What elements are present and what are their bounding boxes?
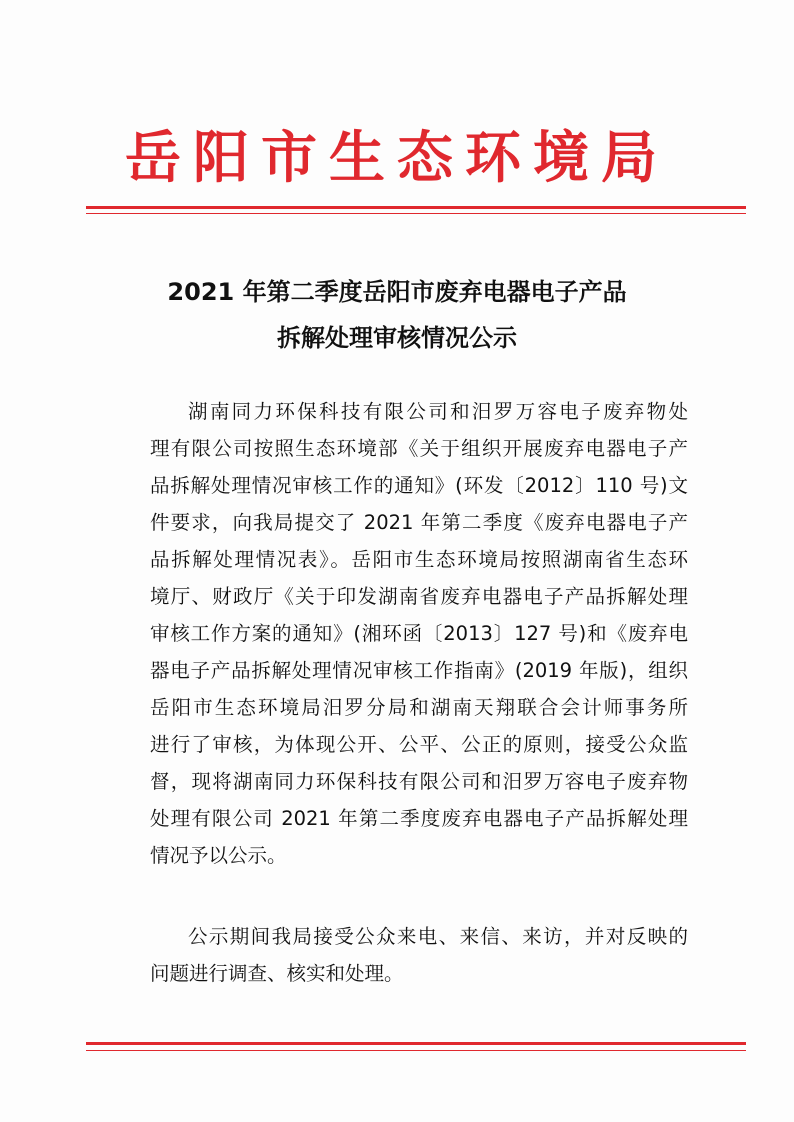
body-line: 问题进行调查、核实和处理。	[150, 962, 404, 985]
body-line: 件要求，向我局提交了 2021 年第二季度《废弃电器电子产	[150, 511, 688, 534]
body-line: 督，现将湖南同力环保科技有限公司和汨罗万容电子废弃物	[150, 770, 688, 793]
header-rule-thin	[86, 213, 746, 214]
footer-rule-thin	[86, 1050, 746, 1051]
body-line: 品拆解处理情况审核工作的通知》(环发〔2012〕110 号)文	[150, 474, 688, 497]
body-line: 器电子产品拆解处理情况审核工作指南》(2019 年版)，组织	[150, 659, 688, 682]
body-line: 情况予以公示。	[150, 844, 287, 867]
document-title-line-2: 拆解处理审核情况公示	[277, 324, 517, 352]
body-line: 处理有限公司 2021 年第二季度废弃电器电子产品拆解处理	[150, 807, 688, 830]
document-title-line-1: 2021 年第二季度岳阳市废弃电器电子产品	[167, 278, 627, 306]
footer-rule-thick	[86, 1042, 746, 1045]
body-line: 湖南同力环保科技有限公司和汨罗万容电子废弃物处	[188, 400, 688, 423]
header-rule-thick	[86, 206, 746, 209]
body-line: 品拆解处理情况表》。岳阳市生态环境局按照湖南省生态环	[150, 548, 688, 571]
body-line: 岳阳市生态环境局汨罗分局和湖南天翔联合会计师事务所	[150, 696, 688, 719]
agency-header: 岳阳市生态环境局	[125, 125, 669, 191]
body-line: 审核工作方案的通知》(湘环函〔2013〕127 号)和《废弃电	[150, 622, 688, 645]
body-line: 境厅、财政厅《关于印发湖南省废弃电器电子产品拆解处理	[150, 585, 688, 608]
body-line: 理有限公司按照生态环境部《关于组织开展废弃电器电子产	[150, 437, 688, 460]
body-line: 进行了审核，为体现公开、公平、公正的原则，接受公众监	[150, 733, 688, 756]
body-line: 公示期间我局接受公众来电、来信、来访，并对反映的	[188, 925, 688, 948]
